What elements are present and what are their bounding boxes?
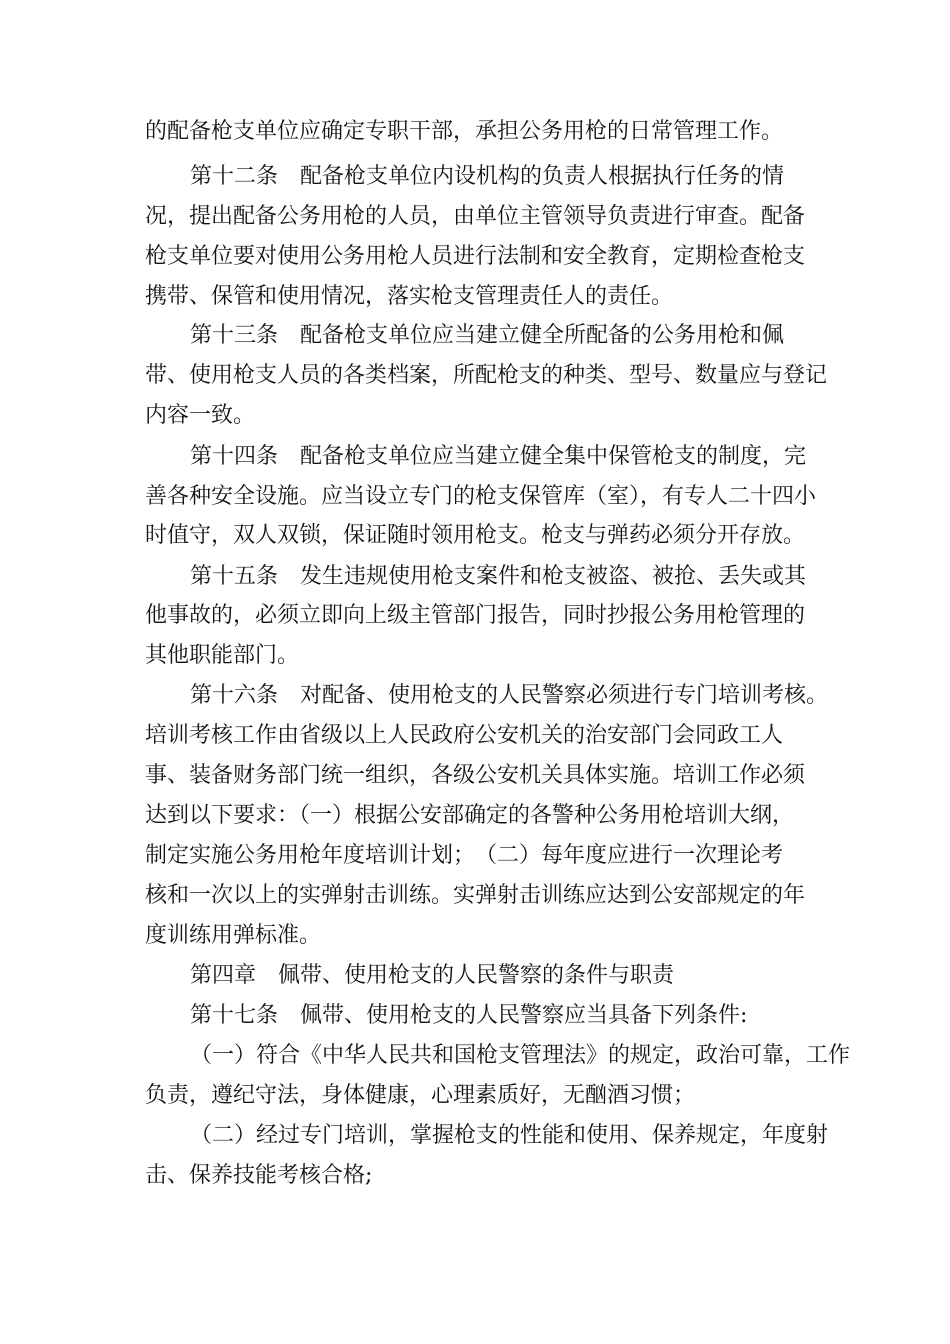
article-12-heading-line: 第十二条 配备枪支单位内设机构的负责人根据执行任务的情 [190,164,785,189]
text-line: 核和一次以上的实弹射击训练。实弹射击训练应达到公安部规定的年 [145,883,806,908]
text-line: 枪支单位要对使用公务用枪人员进行法制和安全教育，定期检查枪支 [145,244,806,269]
text-line: 内容一致。 [145,403,256,428]
text-line: 培训考核工作由省级以上人民政府公安机关的治安部门会同政工人 [145,723,784,748]
list-item-line: （一）符合《中华人民共和国枪支管理法》的规定，政治可靠，工作 [190,1043,851,1068]
article-15-heading-line: 第十五条 发生违规使用枪支案件和枪支被盗、被抢、丢失或其 [190,564,807,589]
text-line: 况，提出配备公务用枪的人员，由单位主管领导负责进行审查。配备 [145,204,806,229]
text-line: 他事故的，必须立即向上级主管部门报告，同时抄报公务用枪管理的 [145,603,806,628]
text-line: 击、保养技能考核合格; [145,1163,373,1188]
article-17-heading-line: 第十七条 佩带、使用枪支的人民警察应当具备下列条件: [190,1003,748,1028]
text-line: 时值守，双人双锁，保证随时领用枪支。枪支与弹药必须分开存放。 [145,523,806,548]
text-line: 度训练用弹标准。 [145,923,322,948]
text-line: 带、使用枪支人员的各类档案，所配枪支的种类、型号、数量应与登记 [145,363,828,388]
text-line: 制定实施公务用枪年度培训计划； （二）每年度应进行一次理论考 [145,843,784,868]
article-16-heading-line: 第十六条 对配备、使用枪支的人民警察必须进行专门培训考核。 [190,683,829,708]
list-item-line: （二）经过专门培训，掌握枪支的性能和使用、保养规定，年度射 [190,1123,829,1148]
article-14-heading-line: 第十四条 配备枪支单位应当建立健全集中保管枪支的制度，完 [190,444,807,469]
text-line: 事、装备财务部门统一组织，各级公安机关具体实施。培训工作必须 [145,763,806,788]
text-line: 的配备枪支单位应确定专职干部，承担公务用枪的日常管理工作。 [145,119,784,144]
text-line: 负责，遵纪守法，身体健康，心理素质好，无酗酒习惯； [145,1083,696,1108]
text-line: 其他职能部门。 [145,643,300,668]
chapter-4-heading: 第四章 佩带、使用枪支的人民警察的条件与职责 [190,963,675,988]
text-line: 善各种安全设施。应当设立专门的枪支保管库（室），有专人二十四小 [145,484,817,509]
text-line: 携带、保管和使用情况，落实枪支管理责任人的责任。 [145,284,674,309]
article-13-heading-line: 第十三条 配备枪支单位应当建立健全所配备的公务用枪和佩 [190,323,785,348]
text-line: 达到以下要求：（一）根据公安部确定的各警种公务用枪培训大纲， [145,803,795,828]
